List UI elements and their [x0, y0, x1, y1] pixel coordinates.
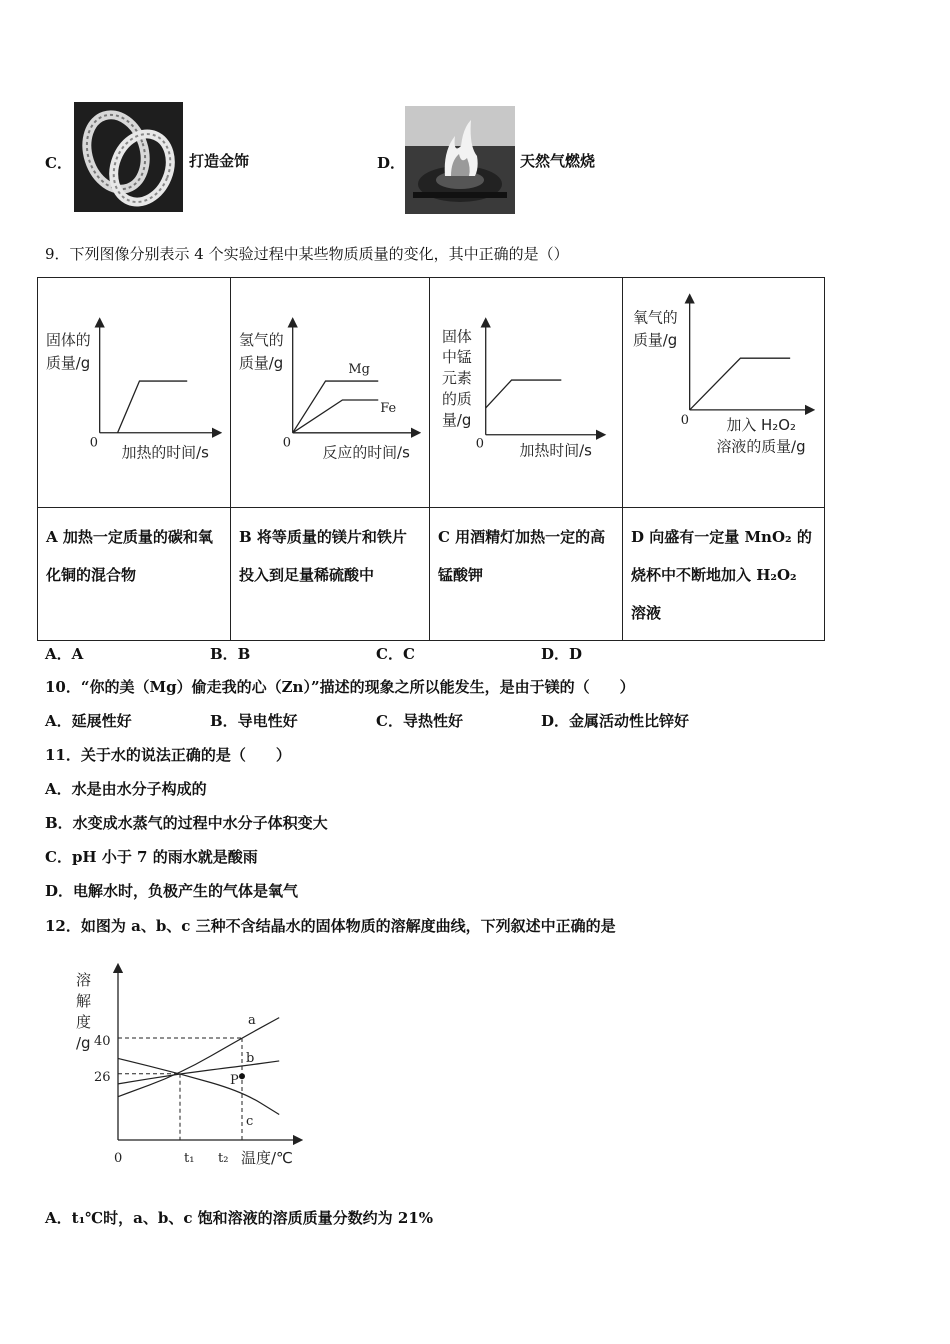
- graph-a: [38, 278, 230, 507]
- graph-b-fe-label: Fe: [380, 400, 397, 416]
- graph-c-ylabel-3: 元素: [441, 369, 472, 388]
- chart-ylabel-1: 溶: [76, 971, 92, 989]
- caption-c: C 用酒精灯加热一定的高锰酸钾: [438, 528, 606, 584]
- graph-c: [430, 278, 622, 507]
- q11-choice-c[interactable]: C．pH 小于 7 的雨水就是酸雨: [45, 848, 258, 866]
- graph-c-origin: 0: [475, 436, 484, 452]
- q9-table: [37, 277, 825, 641]
- chart-ylabel-3: 度: [76, 1013, 92, 1031]
- graph-c-line: [486, 380, 562, 408]
- graph-a-origin: 0: [89, 435, 98, 451]
- graph-b-xlabel: 反应的时间/s: [322, 443, 410, 462]
- graph-d-line: [690, 358, 791, 410]
- graph-d-ylabel-2: 质量/g: [632, 331, 678, 350]
- rings-photo: [74, 102, 183, 212]
- q11-choice-b[interactable]: B．水变成水蒸气的过程中水分子体积变大: [45, 814, 328, 832]
- graph-c-cell: [430, 278, 623, 508]
- solubility-chart: [60, 960, 310, 1175]
- q11-stem: 11．关于水的说法正确的是（ ）: [45, 746, 291, 764]
- chart-curves: [118, 1018, 279, 1115]
- curve-a-label: a: [248, 1013, 256, 1028]
- point-p-label: P: [230, 1073, 239, 1088]
- graph-d-origin: 0: [680, 412, 689, 428]
- graph-c-ylabel-5: 量/g: [441, 410, 472, 429]
- caption-a: A 加热一定质量的碳和氧化铜的混合物: [46, 528, 213, 584]
- graph-c-xlabel: 加热时间/s: [519, 441, 592, 460]
- curve-a: [118, 1018, 279, 1097]
- q9-choice-b[interactable]: B．B: [210, 645, 251, 663]
- caption-b: B 将等质量的镁片和铁片投入到足量稀硫酸中: [239, 528, 407, 584]
- chart-origin: 0: [114, 1151, 123, 1166]
- graph-a-xlabel: 加热的时间/s: [121, 443, 209, 462]
- curve-c: [118, 1058, 279, 1114]
- chart-ytick-40: 40: [94, 1034, 111, 1049]
- option-d-text: 天然气燃烧: [520, 152, 596, 170]
- q9-stem: 9．下列图像分别表示 4 个实验过程中某些物质质量的变化，其中正确的是（）: [45, 245, 569, 263]
- graph-d: [623, 278, 824, 507]
- q10-choice-d[interactable]: D．金属活动性比锌好: [541, 712, 690, 730]
- graph-c-ylabel-2: 中锰: [441, 348, 472, 367]
- graph-c-ylabel-4: 的质: [441, 389, 472, 408]
- q11-choice-d[interactable]: D．电解水时，负极产生的气体是氧气: [45, 882, 299, 900]
- chart-ytick-26: 26: [94, 1070, 111, 1085]
- graph-a-ylabel-2: 质量/g: [45, 354, 91, 373]
- curve-c-label: c: [246, 1114, 254, 1129]
- q10-choice-b[interactable]: B．导电性好: [210, 712, 298, 730]
- graph-d-cell: [623, 278, 825, 508]
- chart-ylabel-2: 解: [76, 992, 92, 1010]
- graph-b-ylabel-1: 氢气的: [238, 331, 284, 350]
- graph-b: [231, 278, 429, 507]
- graph-b-ylabel-2: 质量/g: [238, 354, 284, 373]
- q9-choice-c[interactable]: C．C: [376, 645, 415, 663]
- graph-a-cell: [38, 278, 231, 508]
- option-d-label: D．: [377, 154, 406, 172]
- chart-xtick-t1: t₁: [184, 1151, 195, 1166]
- graph-d-xlabel-2: 溶液的质量/g: [716, 437, 806, 456]
- graph-b-cell: [231, 278, 430, 508]
- q10-stem: 10．“你的美（Mg）偷走我的心（Zn）”描述的现象之所以能发生，是由于镁的（ ）: [45, 678, 635, 696]
- graph-b-origin: 0: [282, 435, 291, 451]
- graph-a-ylabel-1: 固体的: [45, 331, 91, 350]
- chart-ylabel-4: /g: [76, 1034, 91, 1052]
- q9-choice-a[interactable]: A．A: [45, 645, 84, 663]
- gas-flame-photo: [405, 106, 515, 214]
- q12-stem: 12．如图为 a、b、c 三种不含结晶水的固体物质的溶解度曲线，下列叙述中正确的是: [45, 917, 616, 935]
- q9-choice-d[interactable]: D．D: [541, 645, 583, 663]
- caption-d: D 向盛有一定量 MnO₂ 的烧杯中不断地加入 H₂O₂ 溶液: [631, 528, 812, 622]
- chart-xlabel: 温度/℃: [241, 1149, 293, 1167]
- graph-d-ylabel-1: 氧气的: [632, 308, 678, 327]
- curve-b-label: b: [246, 1051, 255, 1066]
- q11-choice-a[interactable]: A．水是由水分子构成的: [45, 780, 207, 798]
- graph-b-fe-line: [293, 400, 379, 433]
- q12-choice-a[interactable]: A．t₁℃时，a、b、c 饱和溶液的溶质质量分数约为 21%: [45, 1209, 434, 1227]
- graph-b-mg-label: Mg: [348, 362, 370, 378]
- graph-a-line: [118, 381, 188, 433]
- q10-choice-c[interactable]: C．导热性好: [376, 712, 463, 730]
- option-c-label: C．: [45, 154, 72, 172]
- option-c-text: 打造金饰: [189, 152, 250, 170]
- q10-choice-a[interactable]: A．延展性好: [45, 712, 132, 730]
- graph-d-xlabel-1: 加入 H₂O₂: [726, 415, 796, 434]
- graph-c-ylabel-1: 固体: [441, 327, 472, 346]
- chart-xtick-t2: t₂: [218, 1151, 229, 1166]
- point-p: [239, 1073, 245, 1079]
